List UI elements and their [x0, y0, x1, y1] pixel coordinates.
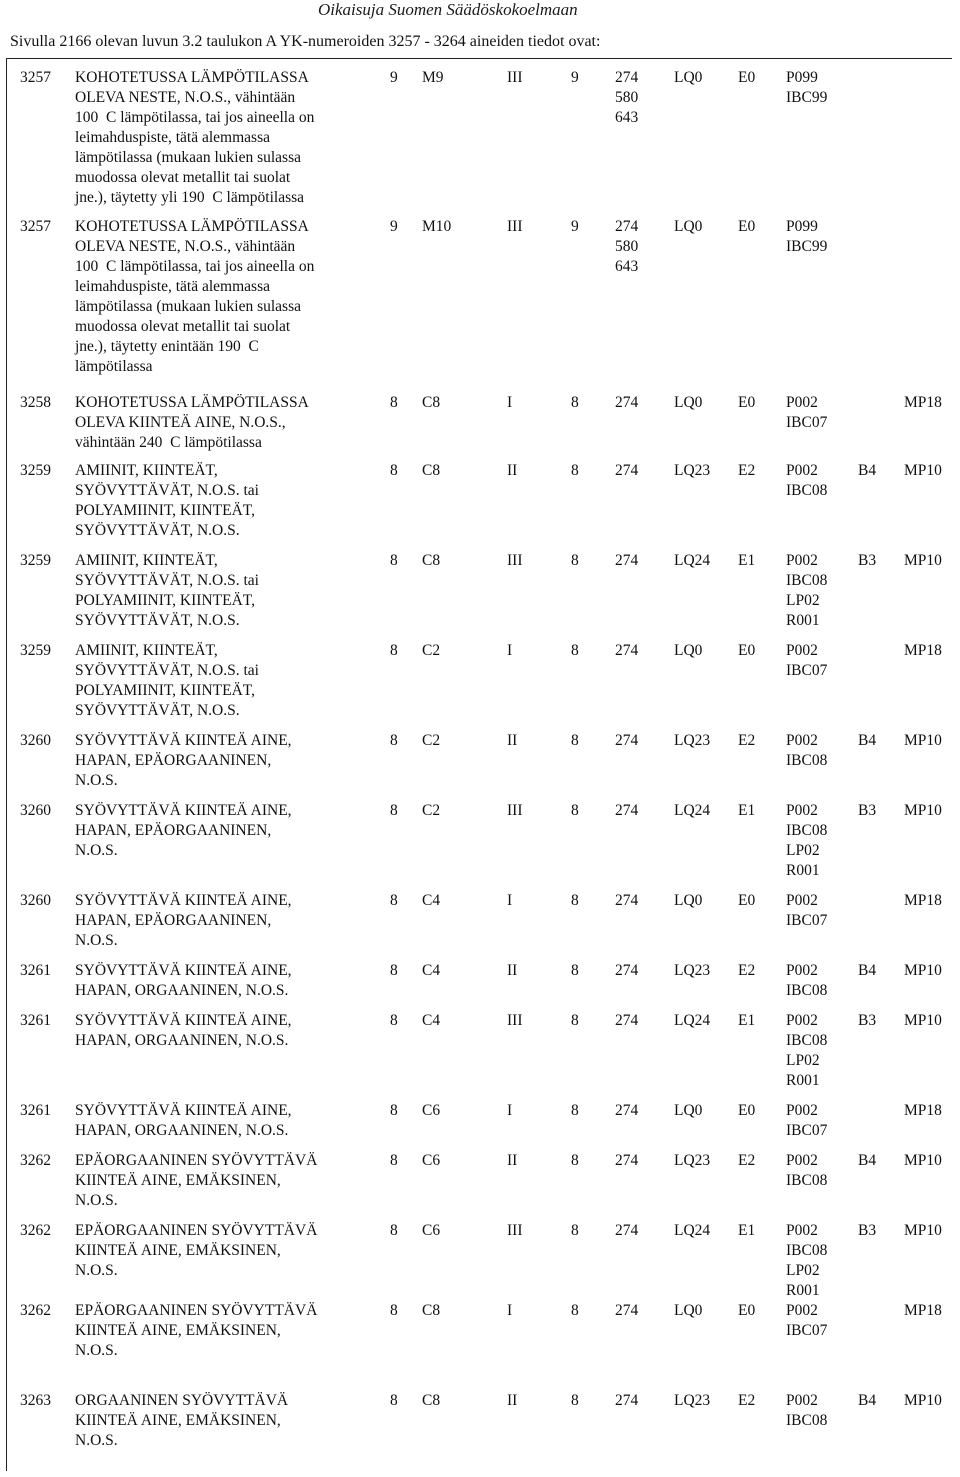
substance-name-cell: SYÖVYTTÄVÄ KIINTEÄ AINE, HAPAN, ORGAANINEN, N.O.S. [75, 962, 292, 999]
classification-code-cell: C2 [422, 802, 441, 819]
packing-group-cell: II [507, 1152, 518, 1169]
classification-code-cell: C6 [422, 1102, 441, 1119]
packing-group-cell: III [507, 802, 523, 819]
un-number-cell: 3259 [20, 552, 51, 569]
substance-name-cell: KOHOTETUSSA LÄMPÖTILASSA OLEVA NESTE, N.O.S., vähintään 100 C lämpötilassa, tai jos aineella on leimahduspiste, tätä alemmassa lämpötilassa (mukaan lukien sulassa muodossa olevat metallit tai suolat jne.), täytetty yli 190 C lämpötilassa [75, 69, 315, 206]
substance-name-cell: SYÖVYTTÄVÄ KIINTEÄ AINE, HAPAN, EPÄORGAANINEN, N.O.S. [75, 732, 292, 789]
un-number-cell: 3262 [20, 1302, 51, 1319]
hazard-class-cell: 8 [390, 962, 398, 979]
classification-code-cell: C6 [422, 1152, 441, 1169]
special-provisions-cell: 274 [615, 892, 639, 909]
limited-quantity-cell: LQ23 [674, 462, 711, 479]
packing-instruction-cell: P002 IBC07 [786, 892, 828, 929]
special-packing-cell: B3 [858, 552, 877, 569]
special-provisions-cell: 274 [615, 462, 639, 479]
substance-name-cell: SYÖVYTTÄVÄ KIINTEÄ AINE, HAPAN, EPÄORGAANINEN, N.O.S. [75, 802, 292, 859]
excepted-quantity-cell: E0 [738, 218, 756, 235]
mixed-packing-cell: MP10 [904, 1152, 942, 1169]
substance-name-cell: KOHOTETUSSA LÄMPÖTILASSA OLEVA KIINTEÄ AINE, N.O.S., vähintään 240 C lämpötilassa [75, 394, 309, 451]
hazard-label-cell: 8 [571, 552, 579, 569]
mixed-packing-cell: MP10 [904, 552, 942, 569]
limited-quantity-cell: LQ0 [674, 1302, 703, 1319]
hazard-label-cell: 8 [571, 1392, 579, 1409]
packing-group-cell: III [507, 1222, 523, 1239]
hazard-class-cell: 8 [390, 552, 398, 569]
special-packing-cell: B4 [858, 462, 877, 479]
classification-code-cell: C8 [422, 1392, 441, 1409]
substance-name-cell: AMIINIT, KIINTEÄT, SYÖVYTTÄVÄT, N.O.S. tai POLYAMIINIT, KIINTEÄT, SYÖVYTTÄVÄT, N.O.S. [75, 462, 259, 539]
packing-instruction-cell: P002 IBC08 [786, 462, 828, 499]
substance-name-cell: SYÖVYTTÄVÄ KIINTEÄ AINE, HAPAN, EPÄORGAANINEN, N.O.S. [75, 892, 292, 949]
classification-code-cell: C8 [422, 1302, 441, 1319]
un-number-cell: 3260 [20, 802, 51, 819]
mixed-packing-cell: MP10 [904, 462, 942, 479]
excepted-quantity-cell: E0 [738, 1102, 756, 1119]
hazard-class-cell: 8 [390, 642, 398, 659]
mixed-packing-cell: MP10 [904, 1222, 942, 1239]
substance-name-cell: SYÖVYTTÄVÄ KIINTEÄ AINE, HAPAN, ORGAANINEN, N.O.S. [75, 1012, 292, 1049]
page-header: Sivulla 2166 olevan luvun 3.2 taulukon A YK-numeroiden 3257 - 3264 aineiden tiedot ovat: [10, 33, 601, 50]
special-packing-cell: B4 [858, 1152, 877, 1169]
un-number-cell: 3259 [20, 462, 51, 479]
excepted-quantity-cell: E1 [738, 1012, 756, 1029]
un-number-cell: 3261 [20, 1102, 51, 1119]
excepted-quantity-cell: E0 [738, 394, 756, 411]
limited-quantity-cell: LQ23 [674, 732, 711, 749]
hazard-label-cell: 8 [571, 1302, 579, 1319]
hazard-label-cell: 8 [571, 1012, 579, 1029]
special-packing-cell: B4 [858, 1392, 877, 1409]
packing-instruction-cell: P002 IBC07 [786, 1302, 828, 1339]
hazard-class-cell: 9 [390, 218, 398, 235]
excepted-quantity-cell: E2 [738, 1392, 756, 1409]
substance-name-cell: ORGAANINEN SYÖVYTTÄVÄ KIINTEÄ AINE, EMÄKSINEN, N.O.S. [75, 1392, 289, 1449]
packing-instruction-cell: P002 IBC07 [786, 394, 828, 431]
packing-group-cell: III [507, 552, 523, 569]
packing-group-cell: I [507, 1302, 513, 1319]
packing-group-cell: II [507, 732, 518, 749]
hazard-class-cell: 8 [390, 1392, 398, 1409]
packing-instruction-cell: P002 IBC08 LP02 R001 [786, 552, 828, 629]
packing-instruction-cell: P002 IBC08 [786, 732, 828, 769]
un-number-cell: 3262 [20, 1152, 51, 1169]
limited-quantity-cell: LQ24 [674, 1012, 711, 1029]
hazard-label-cell: 8 [571, 1102, 579, 1119]
hazard-label-cell: 8 [571, 642, 579, 659]
limited-quantity-cell: LQ23 [674, 1152, 711, 1169]
mixed-packing-cell: MP10 [904, 1392, 942, 1409]
un-number-cell: 3263 [20, 1392, 51, 1409]
special-provisions-cell: 274 [615, 1222, 639, 1239]
hazard-class-cell: 8 [390, 1222, 398, 1239]
substance-name-cell: SYÖVYTTÄVÄ KIINTEÄ AINE, HAPAN, ORGAANINEN, N.O.S. [75, 1102, 292, 1139]
excepted-quantity-cell: E2 [738, 732, 756, 749]
special-packing-cell: B3 [858, 802, 877, 819]
mixed-packing-cell: MP18 [904, 1302, 942, 1319]
packing-group-cell: II [507, 962, 518, 979]
un-number-cell: 3259 [20, 642, 51, 659]
substance-name-cell: EPÄORGAANINEN SYÖVYTTÄVÄ KIINTEÄ AINE, EMÄKSINEN, N.O.S. [75, 1302, 318, 1359]
hazard-label-cell: 8 [571, 462, 579, 479]
special-provisions-cell: 274 [615, 962, 639, 979]
packing-group-cell: I [507, 394, 513, 411]
excepted-quantity-cell: E2 [738, 1152, 756, 1169]
limited-quantity-cell: LQ24 [674, 552, 711, 569]
un-number-cell: 3260 [20, 732, 51, 749]
limited-quantity-cell: LQ24 [674, 1222, 711, 1239]
packing-instruction-cell: P002 IBC08 [786, 962, 828, 999]
classification-code-cell: C8 [422, 552, 441, 569]
hazard-label-cell: 8 [571, 732, 579, 749]
hazard-label-cell: 8 [571, 394, 579, 411]
packing-instruction-cell: P002 IBC08 LP02 R001 [786, 1222, 828, 1299]
packing-group-cell: II [507, 1392, 518, 1409]
special-provisions-cell: 274 580 643 [615, 69, 639, 126]
limited-quantity-cell: LQ0 [674, 69, 703, 86]
excepted-quantity-cell: E0 [738, 1302, 756, 1319]
special-provisions-cell: 274 [615, 552, 639, 569]
hazard-class-cell: 8 [390, 1302, 398, 1319]
special-packing-cell: B4 [858, 732, 877, 749]
hazard-class-cell: 8 [390, 1152, 398, 1169]
hazard-class-cell: 8 [390, 892, 398, 909]
classification-code-cell: C6 [422, 1222, 441, 1239]
packing-instruction-cell: P002 IBC07 [786, 1102, 828, 1139]
classification-code-cell: C4 [422, 892, 441, 909]
mixed-packing-cell: MP18 [904, 892, 942, 909]
excepted-quantity-cell: E1 [738, 552, 756, 569]
limited-quantity-cell: LQ0 [674, 218, 703, 235]
un-number-cell: 3260 [20, 892, 51, 909]
limited-quantity-cell: LQ0 [674, 394, 703, 411]
packing-instruction-cell: P002 IBC08 LP02 R001 [786, 802, 828, 879]
special-provisions-cell: 274 [615, 1152, 639, 1169]
packing-group-cell: III [507, 69, 523, 86]
special-packing-cell: B4 [858, 962, 877, 979]
packing-instruction-cell: P002 IBC08 [786, 1152, 828, 1189]
substance-name-cell: AMIINIT, KIINTEÄT, SYÖVYTTÄVÄT, N.O.S. tai POLYAMIINIT, KIINTEÄT, SYÖVYTTÄVÄT, N.O.S. [75, 642, 259, 719]
hazard-label-cell: 9 [571, 218, 579, 235]
hazard-class-cell: 8 [390, 1102, 398, 1119]
excepted-quantity-cell: E2 [738, 962, 756, 979]
special-provisions-cell: 274 580 643 [615, 218, 639, 275]
substance-name-cell: EPÄORGAANINEN SYÖVYTTÄVÄ KIINTEÄ AINE, EMÄKSINEN, N.O.S. [75, 1222, 318, 1279]
special-provisions-cell: 274 [615, 1302, 639, 1319]
mixed-packing-cell: MP10 [904, 802, 942, 819]
special-provisions-cell: 274 [615, 1012, 639, 1029]
un-number-cell: 3258 [20, 394, 51, 411]
special-provisions-cell: 274 [615, 1392, 639, 1409]
packing-instruction-cell: P002 IBC08 LP02 R001 [786, 1012, 828, 1089]
hazard-label-cell: 8 [571, 892, 579, 909]
packing-instruction-cell: P002 IBC08 [786, 1392, 828, 1429]
hazard-class-cell: 8 [390, 1012, 398, 1029]
mixed-packing-cell: MP10 [904, 1012, 942, 1029]
packing-group-cell: I [507, 642, 513, 659]
classification-code-cell: M9 [422, 69, 444, 86]
hazard-class-cell: 9 [390, 69, 398, 86]
packing-instruction-cell: P002 IBC07 [786, 642, 828, 679]
classification-code-cell: M10 [422, 218, 452, 235]
hazard-class-cell: 8 [390, 802, 398, 819]
limited-quantity-cell: LQ0 [674, 892, 703, 909]
classification-code-cell: C4 [422, 1012, 441, 1029]
un-number-cell: 3262 [20, 1222, 51, 1239]
un-number-cell: 3257 [20, 69, 51, 86]
excepted-quantity-cell: E0 [738, 892, 756, 909]
packing-instruction-cell: P099 IBC99 [786, 218, 828, 255]
hazard-label-cell: 9 [571, 69, 579, 86]
special-packing-cell: B3 [858, 1012, 877, 1029]
mixed-packing-cell: MP18 [904, 1102, 942, 1119]
limited-quantity-cell: LQ23 [674, 1392, 711, 1409]
packing-group-cell: I [507, 1102, 513, 1119]
limited-quantity-cell: LQ0 [674, 1102, 703, 1119]
classification-code-cell: C8 [422, 394, 441, 411]
classification-code-cell: C2 [422, 642, 441, 659]
substance-name-cell: AMIINIT, KIINTEÄT, SYÖVYTTÄVÄT, N.O.S. tai POLYAMIINIT, KIINTEÄT, SYÖVYTTÄVÄT, N.O.S. [75, 552, 259, 629]
packing-instruction-cell: P099 IBC99 [786, 69, 828, 106]
limited-quantity-cell: LQ0 [674, 642, 703, 659]
hazard-class-cell: 8 [390, 462, 398, 479]
dangerous-goods-table [0, 68, 960, 1473]
classification-code-cell: C2 [422, 732, 441, 749]
mixed-packing-cell: MP18 [904, 394, 942, 411]
packing-group-cell: II [507, 462, 518, 479]
hazard-class-cell: 8 [390, 732, 398, 749]
substance-name-cell: EPÄORGAANINEN SYÖVYTTÄVÄ KIINTEÄ AINE, EMÄKSINEN, N.O.S. [75, 1152, 318, 1209]
hazard-label-cell: 8 [571, 1152, 579, 1169]
mixed-packing-cell: MP18 [904, 642, 942, 659]
hazard-label-cell: 8 [571, 1222, 579, 1239]
special-provisions-cell: 274 [615, 394, 639, 411]
classification-code-cell: C4 [422, 962, 441, 979]
packing-group-cell: III [507, 1012, 523, 1029]
mixed-packing-cell: MP10 [904, 962, 942, 979]
excepted-quantity-cell: E0 [738, 642, 756, 659]
special-provisions-cell: 274 [615, 802, 639, 819]
hazard-class-cell: 8 [390, 394, 398, 411]
packing-group-cell: I [507, 892, 513, 909]
special-provisions-cell: 274 [615, 732, 639, 749]
excepted-quantity-cell: E0 [738, 69, 756, 86]
hazard-label-cell: 8 [571, 802, 579, 819]
substance-name-cell: KOHOTETUSSA LÄMPÖTILASSA OLEVA NESTE, N.O.S., vähintään 100 C lämpötilassa, tai jos aineella on leimahduspiste, tätä alemmassa lämpötilassa (mukaan lukien sulassa muodossa olevat metallit tai suolat jne.), täytetty enintään 190 C lämpötilassa [75, 218, 315, 375]
special-provisions-cell: 274 [615, 642, 639, 659]
limited-quantity-cell: LQ24 [674, 802, 711, 819]
hazard-label-cell: 8 [571, 962, 579, 979]
watermark-title: Oikaisuja Suomen Säädöskokoelmaan [318, 0, 578, 19]
excepted-quantity-cell: E1 [738, 802, 756, 819]
un-number-cell: 3261 [20, 962, 51, 979]
limited-quantity-cell: LQ23 [674, 962, 711, 979]
excepted-quantity-cell: E1 [738, 1222, 756, 1239]
special-provisions-cell: 274 [615, 1102, 639, 1119]
special-packing-cell: B3 [858, 1222, 877, 1239]
excepted-quantity-cell: E2 [738, 462, 756, 479]
un-number-cell: 3257 [20, 218, 51, 235]
classification-code-cell: C8 [422, 462, 441, 479]
un-number-cell: 3261 [20, 1012, 51, 1029]
mixed-packing-cell: MP10 [904, 732, 942, 749]
packing-group-cell: III [507, 218, 523, 235]
